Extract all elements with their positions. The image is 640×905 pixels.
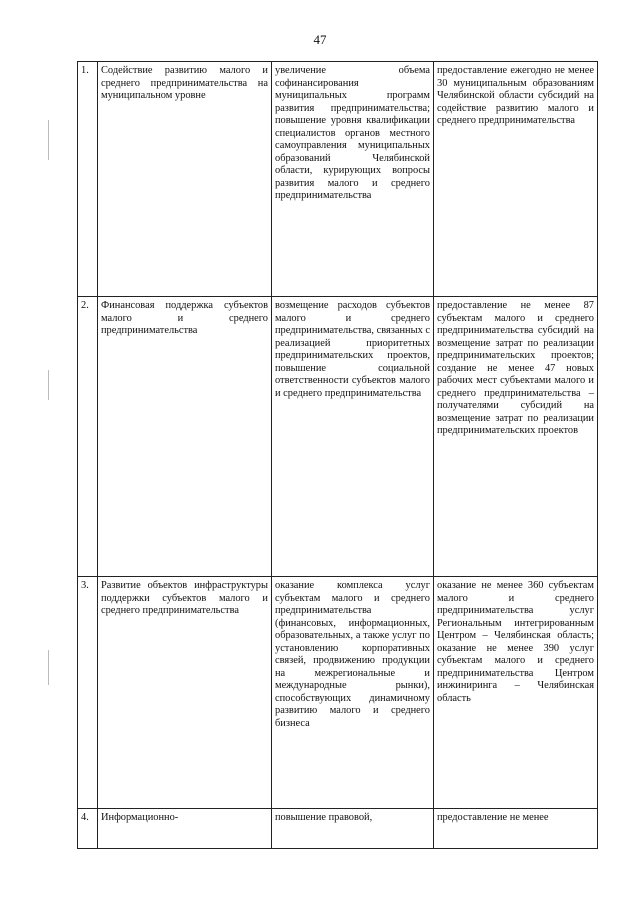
table-row (78, 577, 598, 809)
measure-results: предоставление не менее (434, 809, 598, 849)
row-number: 3. (78, 577, 98, 809)
row-number: 2. (78, 297, 98, 577)
page-number: 47 (313, 32, 327, 47)
scan-artifact (48, 120, 49, 160)
table-row (78, 62, 598, 297)
measure-results: оказание не менее 360 субъектам малого и среднего предпринимательства услуг Региональным интегрированным Центром – Челябинская область; оказание не менее 390 услуг субъектам малого и среднего предпринимательства Центром инжиниринга – Челябинская область (434, 577, 598, 809)
row-number: 1. (78, 62, 98, 297)
row-number: 4. (78, 809, 98, 849)
measure-results: предоставление ежегодно не менее 30 муниципальным образованиям Челябинской области субсидий на содействие развитию малого и среднего предпринимательства (434, 62, 598, 297)
measure-title: Финансовая поддержка субъектов малого и среднего предпринимательства (98, 297, 272, 577)
measure-results: предоставление не менее 87 субъектам малого и среднего предпринимательства субсидий на возмещение затрат по реализации предпринимательских проектов; создание не менее 47 новых рабочих мест субъектами малого и среднего предпринимательства – получателями субсидий на возмещение затрат по реализации предпринимательских проектов (434, 297, 598, 577)
table-row (78, 297, 598, 577)
measure-tasks: повышение правовой, (272, 809, 434, 849)
measure-tasks: оказание комплекса услуг субъектам малого и среднего предпринимательства (финансовых, информационных, образовательных, а также услуг по установлению корпоративных связей, продвижению продукции на межрегиональные и международные рынки), способствующих динамичному развитию малого и среднего бизнеса (272, 577, 434, 809)
scan-artifact (48, 370, 49, 400)
measure-title: Содействие развитию малого и среднего предпринимательства на муниципальном уровне (98, 62, 272, 297)
measure-title: Развитие объектов инфраструктуры поддержки субъектов малого и среднего предпринимательства (98, 577, 272, 809)
measure-tasks: увеличение объема софинансирования муниципальных программ развития предпринимательства; повышение уровня квалификации специалистов органов местного самоуправления муниципальных образований Челябинской области, курирующих вопросы развития малого и среднего предпринимательства (272, 62, 434, 297)
table-row (78, 809, 598, 849)
measure-tasks: возмещение расходов субъектов малого и среднего предпринимательства, связанных с реализацией приоритетных предпринимательских проектов, повышение социальной ответственности субъектов малого и среднего предпринимательства (272, 297, 434, 577)
measures-table (77, 61, 598, 849)
scan-artifact (48, 650, 49, 685)
measure-title: Информационно- (98, 809, 272, 849)
